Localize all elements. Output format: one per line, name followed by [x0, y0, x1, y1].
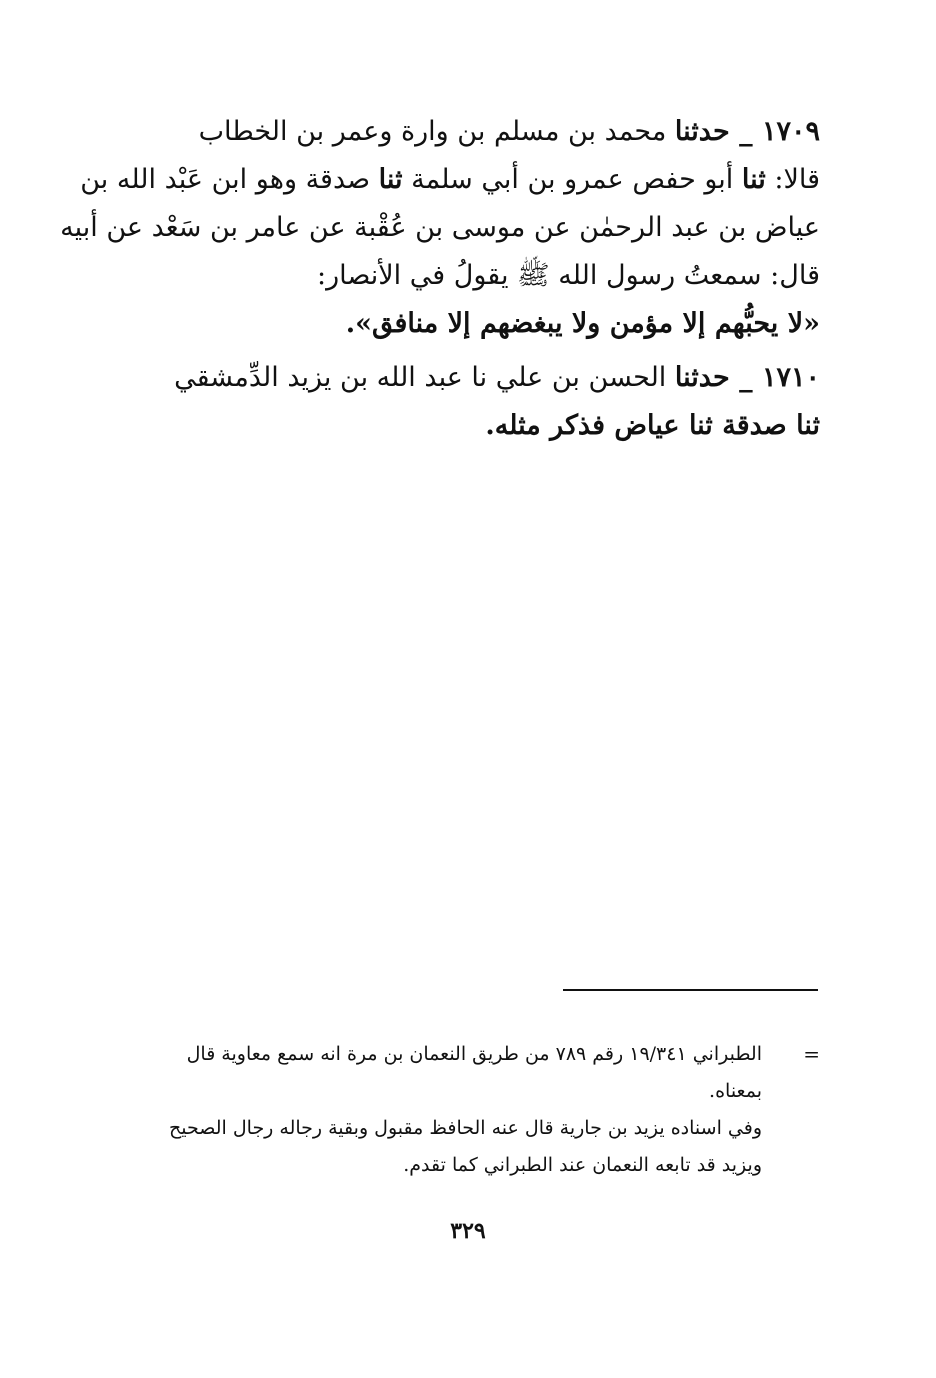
footnote-line-2: بمعناه. [709, 1080, 762, 1102]
hadith-1709-line-3: عياض بن عبد الرحمٰن عن موسى بن عُقْبة عن عامر بن سَعْد عن أبيه [60, 212, 820, 243]
narrator-text: قالا: [765, 164, 820, 195]
main-text [60, 108, 820, 450]
narrator-text: الحسن بن علي نا عبد الله بن يزيد الدِّمشقي [174, 362, 675, 393]
narration-word: حدثنا [674, 362, 730, 393]
hadith-1709-line-4: قال: سمعتُ رسول الله ﷺ يقولُ في الأنصار: [316, 260, 820, 291]
narrator-text: أبو حفص عمرو بن أبي سلمة [402, 164, 742, 195]
narrator-text: صدقة وهو ابن عَبْد الله بن [80, 164, 379, 195]
narration-word: ثنا [796, 410, 820, 441]
hadith-1709-line-2 [80, 156, 820, 204]
narration-word: ثنا [378, 164, 403, 195]
narrator-text: محمد بن مسلم بن وارة وعمر بن الخطاب [198, 116, 675, 147]
footnote-continuation-marker: = [803, 1042, 820, 1066]
narration-word: ثنا [688, 410, 713, 441]
footnotes [130, 1036, 820, 1184]
footnote-item [130, 1036, 820, 1184]
hadith-1710-line-2 [130, 402, 820, 450]
narration-word: ثنا [741, 164, 766, 195]
narrator-text: صدقة [712, 410, 797, 441]
hadith-1709-quote: «لا يحبُّهم إلا مؤمن ولا يبغضهم إلا منافق». [345, 308, 820, 339]
hadith-1709-line-1 [130, 108, 820, 156]
hadith-number: ١٧١٠ _ [729, 362, 820, 393]
footnote-divider [563, 989, 818, 991]
footnote-line-3: وفي اسناده يزيد بن جارية قال عنه الحافظ مقبول وبقية رجاله رجال الصحيح [169, 1117, 762, 1139]
footnote-line-1: الطبراني ١٩/٣٤١ رقم ٧٨٩ من طريق النعمان بن مرة انه سمع معاوية قال [186, 1043, 762, 1065]
hadith-number: ١٧٠٩ _ [729, 116, 820, 147]
hadith-1710-line-1 [130, 354, 820, 402]
narrator-text: عياض فذكر مثله. [485, 410, 689, 441]
footnote-body [130, 1036, 762, 1184]
page-number: ٣٢٩ [450, 1218, 486, 1244]
footnote-line-4: ويزيد قد تابعه النعمان عند الطبراني كما تقدم. [403, 1154, 762, 1176]
narration-word: حدثنا [674, 116, 730, 147]
